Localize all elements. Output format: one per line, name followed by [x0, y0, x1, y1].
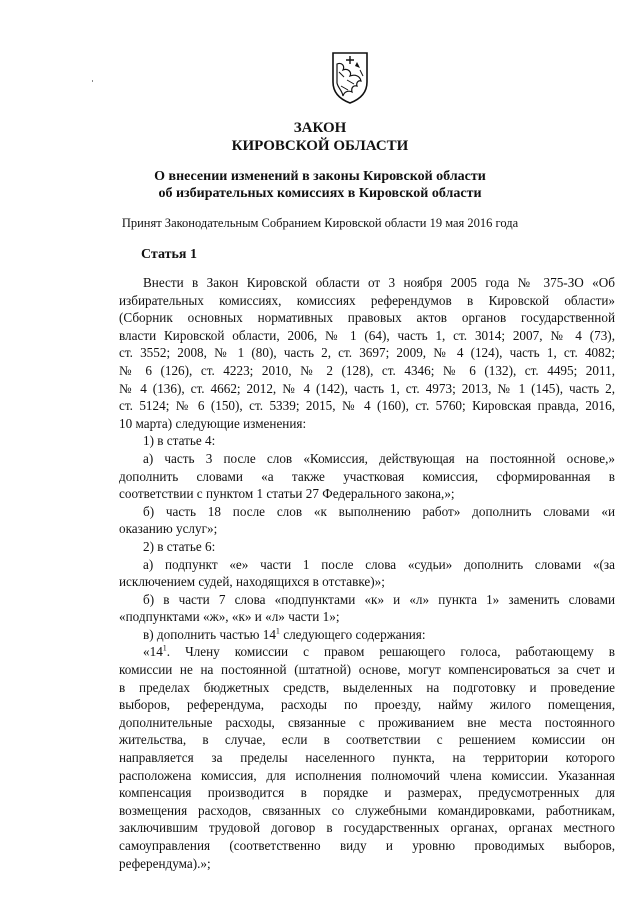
article-heading: Статья 1	[141, 247, 197, 262]
body-line: № 4 (136), ст. 4662; 2012, № 4 (142), часть 1, ст. 4973; 2013, № 1 (145), часть 2,	[119, 380, 615, 396]
law-title: ЗАКОН	[293, 120, 347, 136]
body-line	[119, 626, 615, 644]
body-line: 10 марта) следующие изменения:	[119, 415, 307, 431]
body-line: власти Кировской области, 2006, № 1 (64), часть 1, ст. 3014; 2007, № 4 (73),	[119, 327, 615, 343]
body-line: выборов, референдума, расходы по проезду, найму жилого помещения,	[119, 697, 615, 713]
body-line: «подпунктами «ж», «к» и «л» части 1»;	[119, 609, 340, 625]
body-line: Внести в Закон Кировской области от 3 ноября 2005 года № 375-ЗО «Об	[143, 275, 615, 290]
body-line: б) часть 18 после слов «к выполнению работ» дополнить словами «и	[143, 503, 615, 519]
body-line: (Сборник основных нормативных правовых актов органов государственной	[119, 310, 615, 326]
body-line: возмещения расходов, связанных со служебными командировками, работникам,	[119, 802, 615, 818]
body-line: б) в части 7 слова «подпунктами «к» и «л» пункта 1» заменить словами	[143, 591, 615, 607]
body-text: следующего содержания:	[279, 626, 426, 642]
body-line: направляется за пределы населенного пункта, на территории которого	[119, 750, 615, 766]
law-subject-line2: об избирательных комиссиях в Кировской области	[158, 186, 482, 201]
body-line: комиссии не на постоянной (штатной) основе, могут компенсироваться за счет и	[119, 662, 615, 678]
body-line: ст. 3552; 2008, № 1 (80), часть 2, ст. 3697; 2009, № 4 (124), часть 1, ст. 4082;	[119, 345, 615, 361]
body-text: . Члену комиссии с правом решающего голоса, работающему в	[166, 644, 615, 660]
law-subject-line1: О внесении изменений в законы Кировской области	[154, 169, 486, 184]
body-line: компенсация производится в порядке и размерах, предусмотренных для	[119, 785, 615, 801]
body-line: ст. 5124; № 6 (150), ст. 5339; 2015, № 4 (160), ст. 5760; Кировская правда, 2016,	[119, 398, 615, 414]
superscript: 1	[162, 644, 167, 654]
article-body	[119, 274, 615, 872]
adoption-note: Принят Законодательным Собранием Кировской области 19 мая 2016 года	[121, 216, 519, 230]
body-line: расположена комиссия, для исполнения полномочий члена комиссии. Указанная	[119, 767, 615, 783]
body-line: а) часть 3 после слов «Комиссия, действующая на постоянной основе,»	[143, 450, 615, 466]
body-line: заключившим трудовой договор в государственных органах, органах местного	[119, 820, 615, 836]
body-line: а) подпункт «е» части 1 после слова «судьи» дополнить словами «(за	[143, 556, 615, 572]
body-line: 2) в статье 6:	[143, 538, 216, 554]
body-line: дополнить словами «а также участковая комиссия, сформированная в	[119, 468, 615, 484]
body-line: исключением судей, находящихся в отставке)»;	[119, 574, 385, 590]
body-text: «14	[143, 644, 163, 660]
scan-mark	[92, 80, 93, 82]
body-line: дополнительные расходы, связанные с проживанием вне места постоянного	[119, 714, 615, 730]
body-line: самоуправления (соответственно виду и уровню проводимых выборов,	[119, 838, 615, 853]
body-line: № 6 (126), ст. 4223; 2010, № 2 (128), ст. 4346; № 6 (132), ст. 4495; 2011,	[119, 362, 615, 378]
body-text: в) дополнить частью 14	[143, 626, 276, 642]
body-line: жительства, в случае, если в соответствии с решением комиссии он	[119, 732, 615, 748]
body-line: в пределах бюджетных средств, выделенных на подготовку и проведение	[119, 679, 615, 695]
body-line: оказанию услуг»;	[119, 521, 218, 537]
law-region: КИРОВСКОЙ ОБЛАСТИ	[231, 138, 409, 154]
superscript: 1	[275, 626, 280, 636]
body-line: 1) в статье 4:	[143, 433, 216, 449]
coat-of-arms-icon	[330, 50, 370, 104]
body-line	[119, 643, 615, 661]
body-line: избирательных комиссиях, комиссиях референдумов в Кировской области»	[119, 292, 615, 308]
body-line: референдума).»;	[119, 855, 211, 871]
body-line: соответствии с пунктом 1 статьи 27 Федерального закона,»;	[119, 486, 455, 502]
